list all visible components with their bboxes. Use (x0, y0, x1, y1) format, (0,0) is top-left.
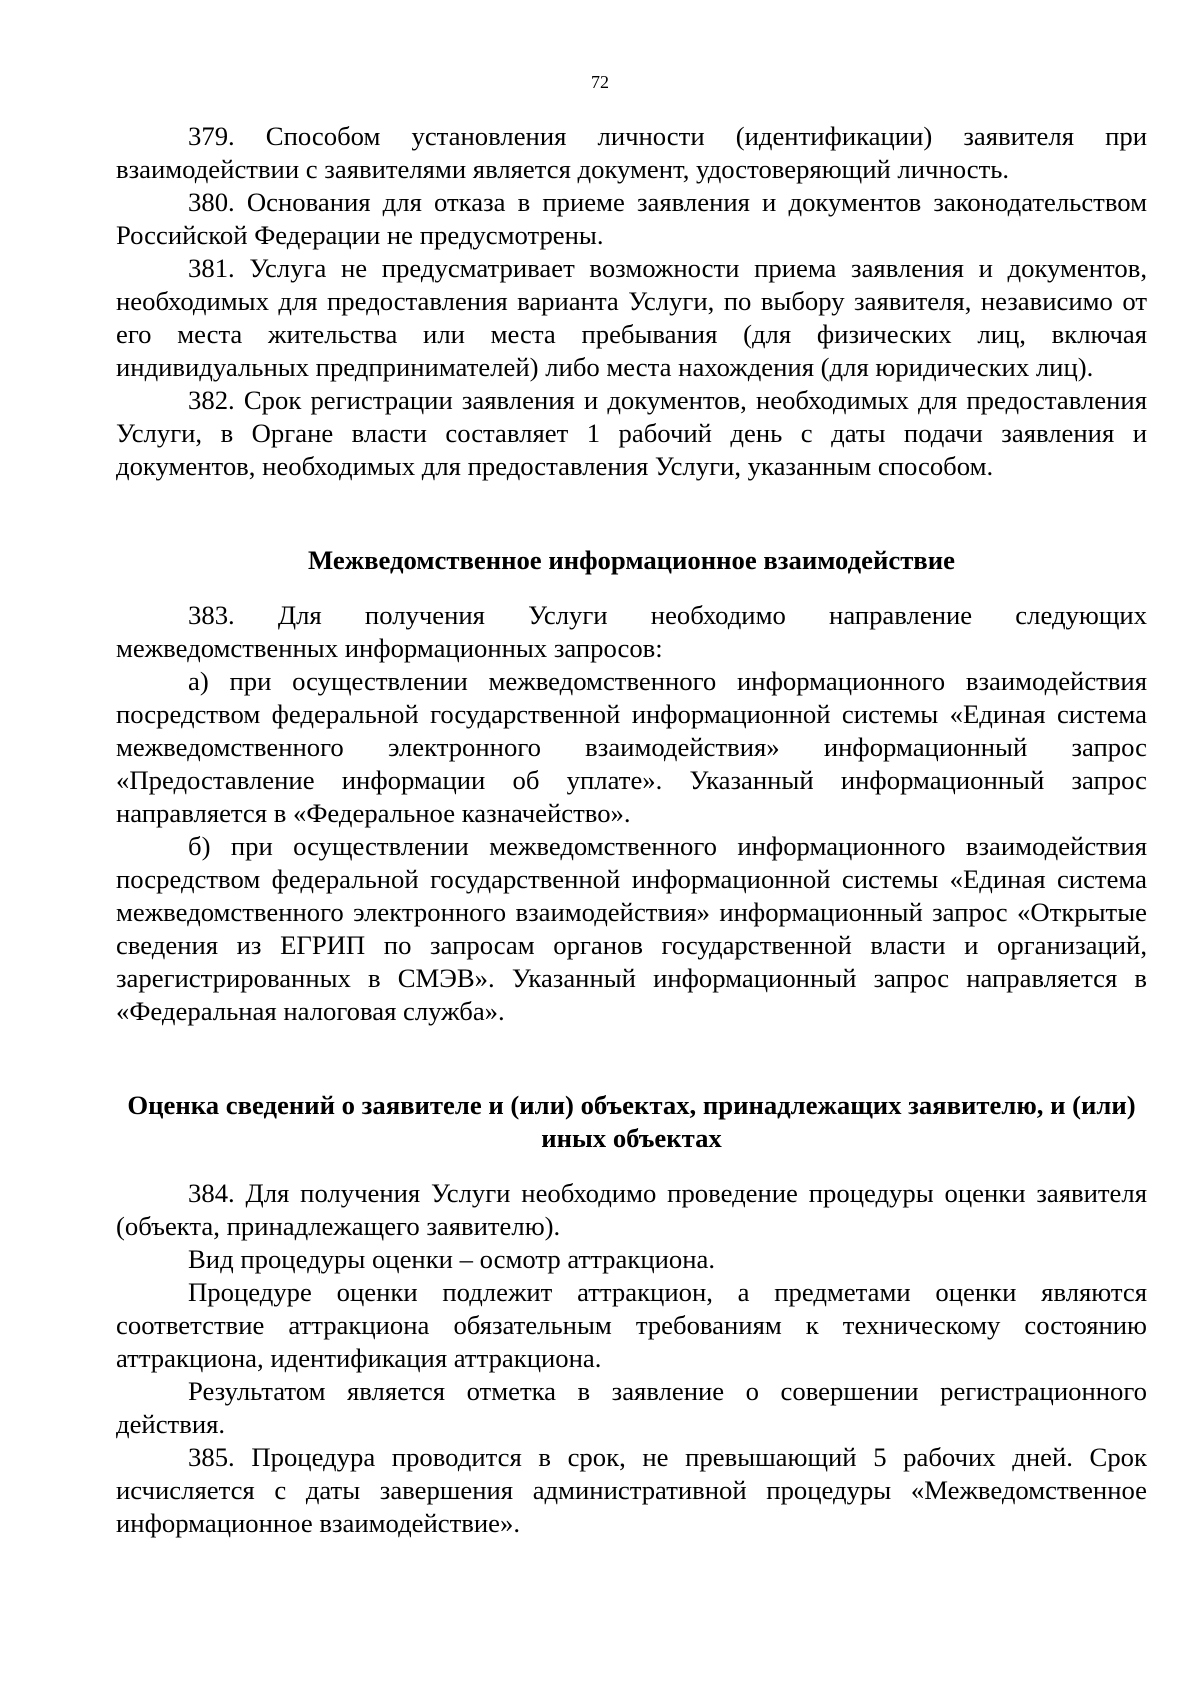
spacer (116, 1028, 1147, 1089)
paragraph-383: 383. Для получения Услуги необходимо направление следующих межведомственных информационных запросов: (116, 600, 1147, 663)
paragraph-383-b: б) при осуществлении межведомственного информационного взаимодействия посредством федеральной государственной информационной системы «Единая система межведомственного электронного взаимодействия» информационный запрос «Открытые сведения из ЕГРИП по запросам органов государственной власти и организаций, зарегистрированных в СМЭВ». Указанный информационный запрос направляется в «Федеральная налоговая служба». (116, 831, 1147, 1026)
paragraph-380: 380. Основания для отказа в приеме заявления и документов законодательством Российской Федерации не предусмотрены. (116, 187, 1147, 250)
section-heading-interagency: Межведомственное информационное взаимодействие (308, 545, 955, 575)
paragraph-assessment-subject: Процедуре оценки подлежит аттракцион, а предметами оценки являются соответствие аттракциона обязательным требованиям к техническому состоянию аттракциона, идентификация аттракциона. (116, 1277, 1147, 1373)
paragraph-assessment-type: Вид процедуры оценки – осмотр аттракциона. (188, 1244, 716, 1274)
spacer (116, 577, 1147, 599)
spacer (116, 483, 1147, 544)
paragraph-assessment-result: Результатом является отметка в заявление о совершении регистрационного действия. (116, 1376, 1147, 1439)
section-heading-assessment: Оценка сведений о заявителе и (или) объектах, принадлежащих заявителю, и (или) иных объектах (127, 1090, 1136, 1153)
paragraph-381: 381. Услуга не предусматривает возможности приема заявления и документов, необходимых для предоставления варианта Услуги, по выбору заявителя, независимо от его места жительства или места пребывания (для физических лиц, включая индивидуальных предпринимателей) либо места нахождения (для юридических лиц). (116, 253, 1147, 382)
paragraph-379: 379. Способом установления личности (идентификации) заявителя при взаимодействии с заявителями является документ, удостоверяющий личность. (116, 121, 1147, 184)
paragraph-385: 385. Процедура проводится в срок, не превышающий 5 рабочих дней. Срок исчисляется с даты завершения административной процедуры «Межведомственное информационное взаимодействие». (116, 1442, 1147, 1538)
paragraph-384: 384. Для получения Услуги необходимо проведение процедуры оценки заявителя (объекта, принадлежащего заявителю). (116, 1178, 1147, 1241)
document-body (116, 120, 1147, 1540)
spacer (116, 1155, 1147, 1177)
paragraph-383-a: а) при осуществлении межведомственного информационного взаимодействия посредством федеральной государственной информационной системы «Единая система межведомственного электронного взаимодействия» информационный запрос «Предоставление информации об уплате». Указанный информационный запрос направляется в «Федеральное казначейство». (116, 666, 1147, 828)
paragraph-382: 382. Срок регистрации заявления и документов, необходимых для предоставления Услуги, в Органе власти составляет 1 рабочий день с даты подачи заявления и документов, необходимых для предоставления Услуги, указанным способом. (116, 385, 1147, 481)
page-number: 72 (591, 72, 609, 92)
